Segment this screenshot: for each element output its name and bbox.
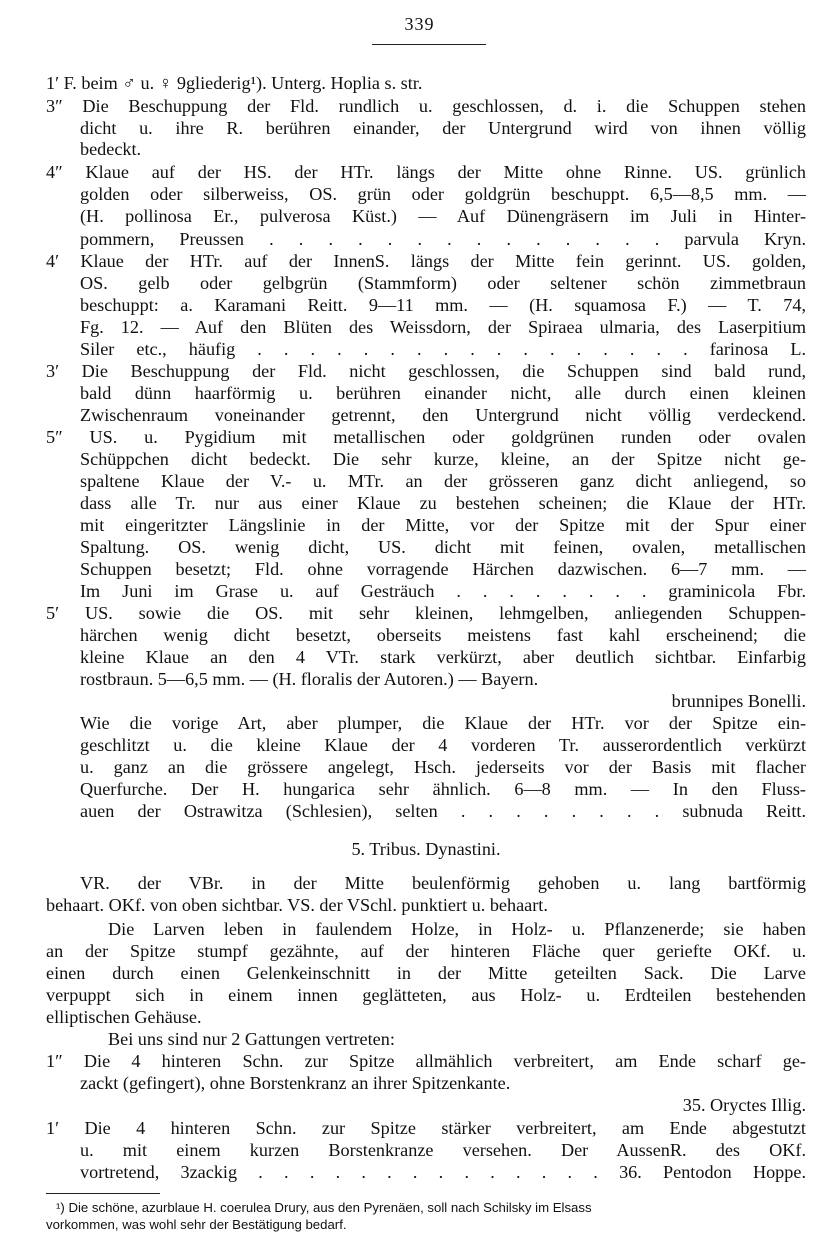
text-line: pommern, Preussen . . . . . . . . . . . . . . parvula Kryn. [80, 229, 806, 249]
text-line: verpuppt sich in einem innen geglätteten, aus Holz- u. Erdteilen bestehenden [46, 985, 806, 1005]
text-line: 1′ Die 4 hinteren Schn. zur Spitze stärker verbreitert, am Ende abgestutzt [46, 1118, 806, 1138]
page-number: 339 [404, 14, 435, 34]
text-line: Schuppen besetzt; Fld. ohne vorragende Härchen dazwischen. 6—7 mm. — [80, 559, 806, 579]
text-line: an der Spitze stumpf gezähnte, auf der hinteren Fläche quer geriefte OKf. u. [46, 941, 806, 961]
text-line: vortretend, 3zackig . . . . . . . . . . . . . . 36. Pentodon Hoppe. [80, 1162, 806, 1182]
species-name: brunnipes Bonelli. [671, 691, 806, 711]
text-line: dass alle Tr. nur aus einer Klaue zu bestehen scheinen; die Klaue der HTr. [80, 493, 806, 513]
text-line: 4′ Klaue der HTr. auf der InnenS. längs der Mitte fein gerinnt. US. golden, [46, 251, 806, 271]
text-line: Die Larven leben in faulendem Holze, in Holz- u. Pflanzenerde; sie haben [108, 919, 806, 939]
text-line: geschlitzt u. die kleine Klaue der 4 vorderen Tr. ausserordentlich verkürzt [80, 735, 806, 755]
text-line: 5″ US. u. Pygidium mit metallischen oder goldgrünen runden oder ovalen [46, 427, 806, 447]
text-line: 3′ Die Beschuppung der Fld. nicht geschlossen, die Schuppen sind bald rund, [46, 361, 806, 381]
text-line: auen der Ostrawitza (Schlesien), selten . . . . . . . . subnuda Reitt. [80, 801, 806, 821]
text-line: Querfurche. Der H. hungarica sehr ähnlich. 6—8 mm. — In den Fluss- [80, 779, 806, 799]
text-line: mit eingeritzter Längslinie in der Mitte, vor der Spitze mit der Spur einer [80, 515, 806, 535]
text-line: behaart. OKf. von oben sichtbar. VS. der VSchl. punktiert u. behaart. [46, 895, 548, 915]
text-line: Schüppchen dicht bedeckt. Die sehr kurze, kleine, an der Spitze nicht ge- [80, 449, 806, 469]
text-line: kleine Klaue an den 4 VTr. stark verkürzt, aber deutlich sichtbar. Einfarbig [80, 647, 806, 667]
text-line: Spaltung. OS. wenig dicht, US. dicht mit feinen, ovalen, metallischen [80, 537, 806, 557]
text-line: Zwischenraum voneinander getrennt, den Untergrund nicht völlig verdeckend. [80, 405, 806, 425]
footnote-line: ¹) Die schöne, azurblaue H. coerulea Drury, aus den Pyrenäen, soll nach Schilsky im Elsass [56, 1200, 592, 1215]
text-line: 4″ Klaue auf der HS. der HTr. längs der Mitte ohne Rinne. US. grünlich [46, 162, 806, 182]
text-line: dicht u. ihre R. berühren einander, der Untergrund wird von ihnen völlig [80, 118, 806, 138]
text-line: bald dünn haarförmig u. berühren einander nicht, alle durch einen kleinen [80, 383, 806, 403]
text-line: Fg. 12. — Auf den Blüten des Weissdorn, der Spiraea ulmaria, des Laserpitium [80, 317, 806, 337]
text-line: Wie die vorige Art, aber plumper, die Klaue der HTr. vor der Spitze ein- [80, 713, 806, 733]
header-rule [372, 44, 486, 45]
text-line: elliptischen Gehäuse. [46, 1007, 202, 1027]
text-line: 5′ US. sowie die OS. mit sehr kleinen, lehmgelben, anliegenden Schuppen- [46, 603, 806, 623]
text-line: OS. gelb oder gelbgrün (Stammform) oder seltener schön zimmetbraun [80, 273, 806, 293]
text-line: spaltene Klaue der V.- u. MTr. an der grösseren ganz dicht anliegend, so [80, 471, 806, 491]
footnote-rule [46, 1193, 160, 1194]
text-line: härchen wenig dicht besetzt, oberseits meistens fast kahl erscheinend; die [80, 625, 806, 645]
text-line: 3″ Die Beschuppung der Fld. rundlich u. geschlossen, d. i. die Schuppen stehen [46, 96, 806, 116]
text-line: 1′ F. beim ♂ u. ♀ 9gliederig¹). Unterg. Hoplia s. str. [46, 73, 423, 93]
text-line: Siler etc., häufig . . . . . . . . . . . . . . . . . farinosa L. [80, 339, 806, 359]
text-line: u. ganz an die grössere angelegt, Hsch. jederseits vor der Basis mit flacher [80, 757, 806, 777]
text-line: u. mit einem kurzen Borstenkranze versehen. Der AussenR. des OKf. [80, 1140, 806, 1160]
section-heading: 5. Tribus. Dynastini. [351, 839, 501, 859]
genus-name: 35. Oryctes Illig. [682, 1095, 806, 1115]
text-line: bedeckt. [80, 139, 142, 159]
text-line: (H. pollinosa Er., pulverosa Küst.) — Auf Dünengräsern im Juli in Hinter- [80, 206, 806, 226]
text-line: Bei uns sind nur 2 Gattungen vertreten: [108, 1029, 395, 1049]
footnote-line: vorkommen, was wohl sehr der Bestätigung bedarf. [46, 1217, 347, 1232]
text-line: golden oder silberweiss, OS. grün oder goldgrün beschuppt. 6,5—8,5 mm. — [80, 184, 806, 204]
text-line: beschuppt: a. Karamani Reitt. 9—11 mm. — (H. squamosa F.) — T. 74, [80, 295, 806, 315]
text-line: Im Juni im Grase u. auf Gesträuch . . . . . . . . graminicola Fbr. [80, 581, 806, 601]
text-line: VR. der VBr. in der Mitte beulenförmig gehoben u. lang bartförmig [80, 873, 806, 893]
text-line: 1″ Die 4 hinteren Schn. zur Spitze allmählich verbreitert, am Ende scharf ge- [46, 1051, 806, 1071]
text-line: einen durch einen Gelenkeinschnitt in der Mitte geteilten Sack. Die Larve [46, 963, 806, 983]
text-line: zackt (gefingert), ohne Borstenkranz an ihrer Spitzenkante. [80, 1073, 511, 1093]
text-line: rostbraun. 5—6,5 mm. — (H. floralis der Autoren.) — Bayern. [80, 669, 539, 689]
